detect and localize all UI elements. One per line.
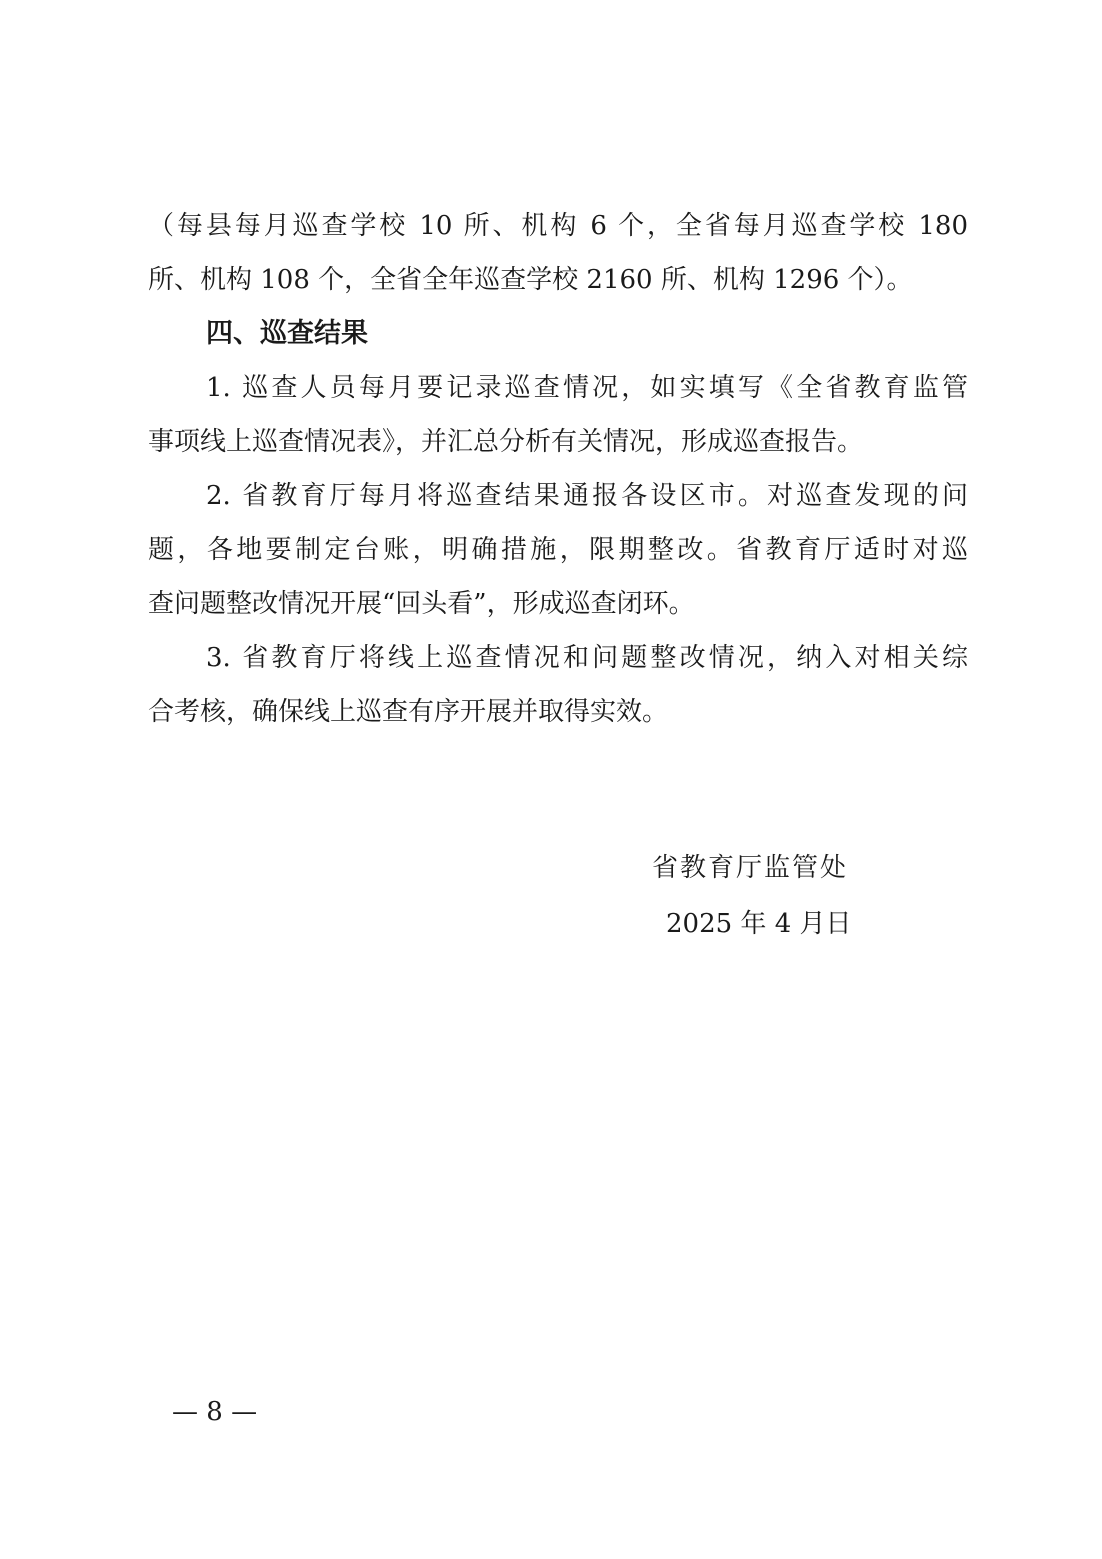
item-2-line-2: 题，各地要制定台账，明确措施，限期整改。省教育厅适时对巡 [148,535,968,565]
section-heading: 四、巡查结果 [206,318,368,349]
signature-date: 2025 年 4 月日 [666,909,852,939]
page-number: — 8 — [172,1397,258,1427]
item-2-line-3: 查问题整改情况开展“回头看”，形成巡查闭环。 [148,589,695,619]
intro-line-2: 所、机构 108 个，全省全年巡查学校 2160 所、机构 1296 个）。 [148,265,913,295]
item-3-line-1: 3. 省教育厅将线上巡查情况和问题整改情况，纳入对相关综 [206,643,968,673]
intro-line-1: （每县每月巡查学校 10 所、机构 6 个，全省每月巡查学校 180 [148,211,968,241]
signature-organization: 省教育厅监管处 [652,853,849,883]
item-3-line-2: 合考核，确保线上巡查有序开展并取得实效。 [148,697,669,727]
item-1-line-2: 事项线上巡查情况表》，并汇总分析有关情况，形成巡查报告。 [148,427,864,457]
item-1-line-1: 1. 巡查人员每月要记录巡查情况，如实填写《全省教育监管 [206,373,968,403]
item-2-line-1: 2. 省教育厅每月将巡查结果通报各设区市。对巡查发现的问 [206,481,968,511]
